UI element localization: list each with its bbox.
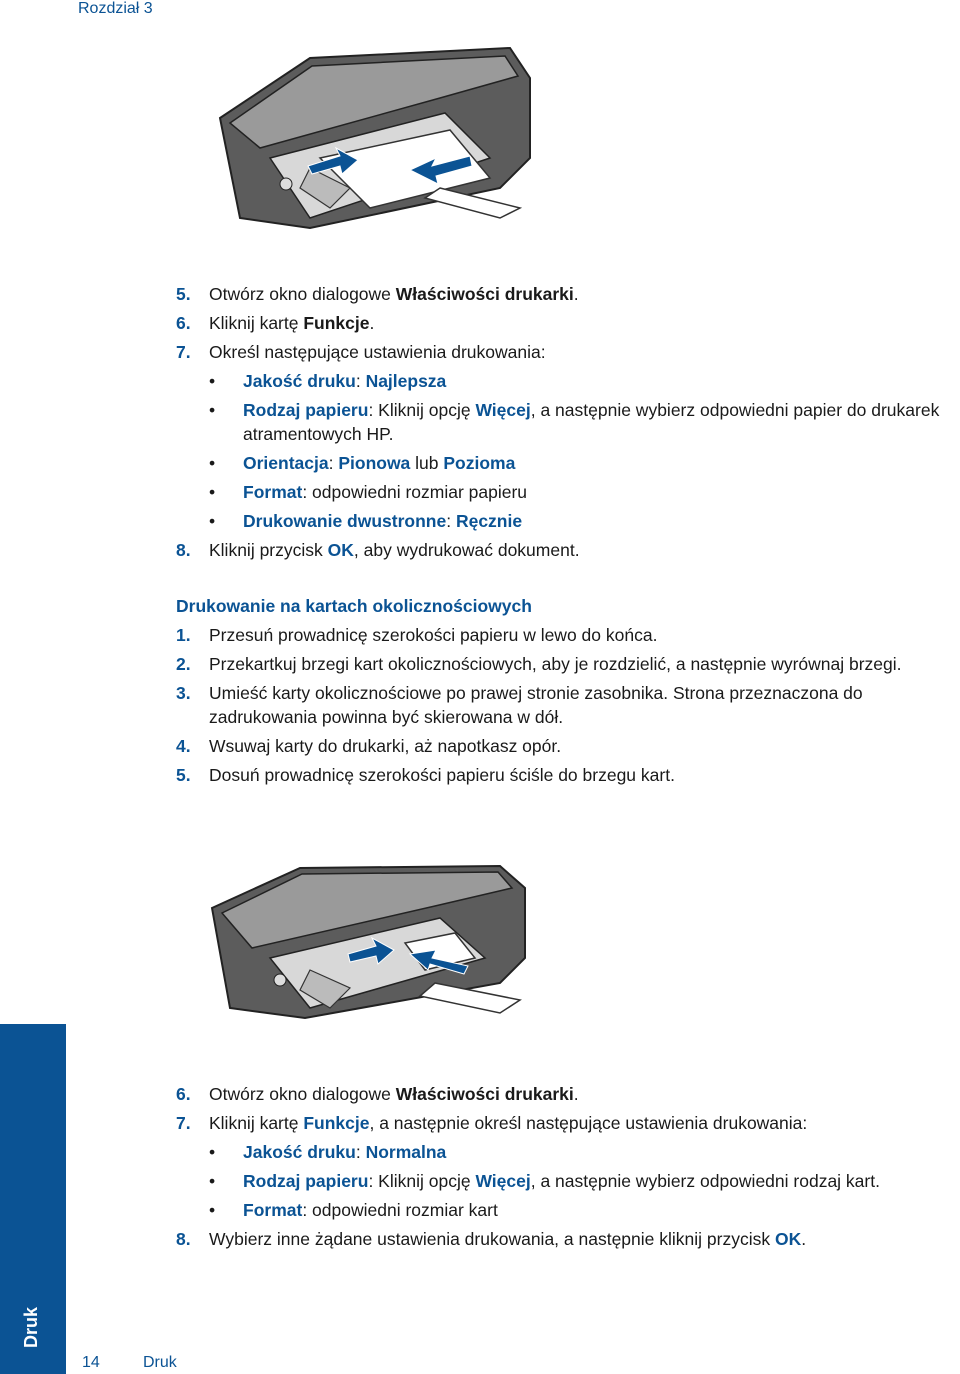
step-number: 7.: [176, 342, 191, 362]
step-2: 2. Przekartkuj brzegi kart okolicznościowych, aby je rozdzielić, a następnie wyrównaj brzegi.: [0, 650, 960, 679]
bullet-paper-type: • Rodzaj papieru: Kliknij opcję Więcej, a następnie wybierz odpowiedni papier do drukarek atramentowych HP.: [209, 400, 940, 444]
bullet-duplex: • Drukowanie dwustronne: Ręcznie: [209, 511, 523, 531]
step-number: 8.: [176, 540, 191, 560]
step-number: 2.: [176, 654, 191, 674]
section-card-settings: [0, 1080, 960, 1254]
step-4: 4. Wsuwaj karty do drukarki, aż napotkasz opór.: [0, 732, 960, 761]
step-number: 5.: [176, 765, 191, 785]
section-plain-paper-steps: [0, 280, 960, 565]
step-number: 8.: [176, 1229, 191, 1249]
bullet-paper-type: • Rodzaj papieru: Kliknij opcję Więcej, a następnie wybierz odpowiedni rodzaj kart.: [209, 1171, 880, 1191]
step-5: 5. Dosuń prowadnicę szerokości papieru ściśle do brzegu kart.: [0, 761, 960, 790]
step-8: 8. Kliknij przycisk OK, aby wydrukować dokument.: [0, 536, 960, 565]
printer-illustration-cards: [200, 858, 560, 1038]
section-greeting-cards: [0, 592, 960, 790]
step-number: 7.: [176, 1113, 191, 1133]
chapter-header: Rozdział 3: [78, 0, 153, 17]
step-7: 7. Kliknij kartę Funkcje, a następnie określ następujące ustawienia drukowania:: [0, 1109, 960, 1138]
step-number: 3.: [176, 683, 191, 703]
printer-illustration-paper: [200, 38, 560, 254]
bullet-print-quality: • Jakość druku: Normalna: [209, 1142, 447, 1162]
bullet-format: • Format: odpowiedni rozmiar papieru: [209, 482, 528, 502]
step-number: 4.: [176, 736, 191, 756]
bullet-orientation: • Orientacja: Pionowa lub Pozioma: [209, 453, 516, 473]
step-6: 6. Otwórz okno dialogowe Właściwości drukarki.: [0, 1080, 960, 1109]
step-number: 6.: [176, 1084, 191, 1104]
step-number: 5.: [176, 284, 191, 304]
section-title: Drukowanie na kartach okolicznościowych: [176, 596, 532, 616]
step-number: 1.: [176, 625, 191, 645]
step-5: 5. Otwórz okno dialogowe Właściwości drukarki.: [0, 280, 960, 309]
step-number: 6.: [176, 313, 191, 333]
step-7: 7. Określ następujące ustawienia drukowania:: [0, 338, 960, 367]
side-tab-label: Druk: [21, 1306, 41, 1348]
side-tab: [0, 1024, 66, 1374]
footer-section-name: Druk: [143, 1354, 177, 1371]
step-8: 8. Wybierz inne żądane ustawienia drukowania, a następnie kliknij przycisk OK.: [0, 1225, 960, 1254]
page-number: 14: [82, 1354, 100, 1371]
bullet-format: • Format: odpowiedni rozmiar kart: [209, 1200, 498, 1220]
step-3: 3. Umieść karty okolicznościowe po prawej stronie zasobnika. Strona przeznaczona do zadrukowania powinna być skierowana w dół.: [0, 679, 960, 732]
bullet-print-quality: • Jakość druku: Najlepsza: [209, 371, 447, 391]
step-6: 6. Kliknij kartę Funkcje.: [0, 309, 960, 338]
step-1: 1. Przesuń prowadnicę szerokości papieru w lewo do końca.: [0, 621, 960, 650]
